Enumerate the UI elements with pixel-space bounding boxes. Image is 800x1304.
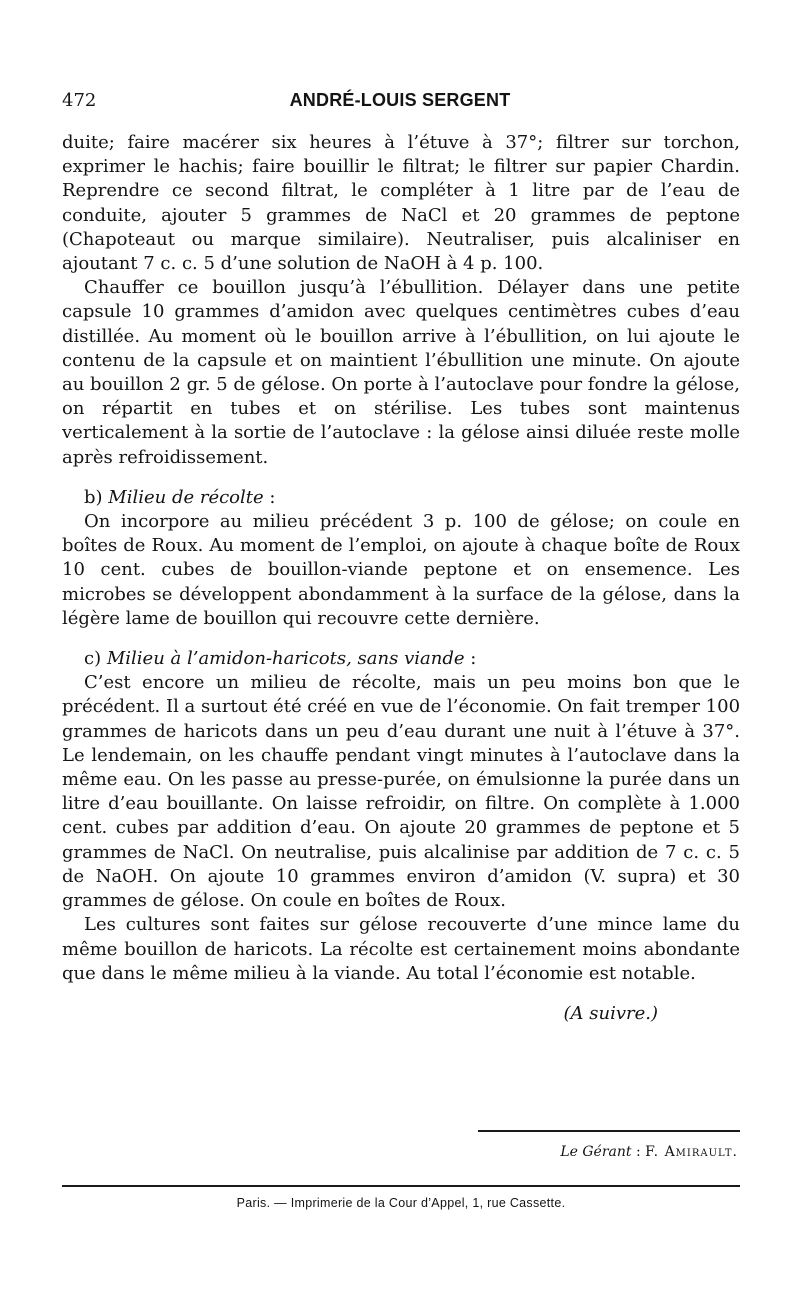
gerant-separator: : [631, 1144, 646, 1160]
paragraph-amidon-haricots: C’est encore un milieu de récolte, mais un peu moins bon que le précédent. Il a surtout été créé en vue de l’économie. On fait tremper 100 grammes de haricots dans un peu d’eau durant une nuit à l’étuve à 37°. Le lendemain, on les chauffe pendant vingt minutes à l’autoclave dans la même eau. On les passe au presse-purée, on émulsionne la purée dans un litre d’eau bouillante. On laisse refroidir, on filtre. On complète à 1.000 cent. cubes par addition d’eau. On ajoute 20 grammes de peptone et 5 grammes de NaCl. On neutralise, puis alcalinise par addition de 7 c. c. 5 de NaOH. On ajoute 10 grammes environ d’amidon (V. supra) et 30 grammes de gélose. On coule en boîtes de Roux. [62, 672, 741, 912]
section-title-b: Milieu de récolte [108, 486, 264, 508]
body-text [62, 131, 740, 1026]
footer-divider [62, 1185, 740, 1187]
page-number: 472 [62, 90, 97, 111]
section-title-c: Milieu à l’amidon-haricots, sans viande [106, 648, 465, 670]
section-heading-b [62, 486, 740, 510]
section-colon-b: : [263, 486, 276, 508]
a-suivre-note: (A suivre.) [563, 1002, 658, 1024]
paragraph-continuation: duite; faire macérer six heures à l’étuve à 37°; filtrer sur torchon, exprimer le hachis; faire bouillir le filtrat; le filtrer sur papier Chardin. Reprendre ce second filtrat, le compléter à 1 litre par de l’eau de conduite, ajouter 5 grammes de NaCl et 20 grammes de peptone (Chapoteaut ou marque similaire). Neutraliser, puis alcaliniser en ajoutant 7 c. c. 5 d’une solution de NaOH à 4 p. 100. [62, 132, 740, 275]
gerant-line [560, 1144, 738, 1160]
printer-imprint: Paris. — Imprimerie de la Cour d’Appel, 1, rue Cassette. [236, 1196, 566, 1210]
running-header [62, 90, 738, 116]
paragraph-bouillon: Chauffer ce bouillon jusqu’à l’ébullition. Délayer dans une petite capsule 10 grammes d’amidon avec quelques centimètres cubes d’eau distillée. Au moment où le bouillon arrive à l’ébullition, on lui ajoute le contenu de la capsule et on maintient l’ébullition une minute. On ajoute au bouillon 2 gr. 5 de gélose. On porte à l’autoclave pour fondre la gélose, on répartit en tubes et on stérilise. Les tubes sont maintenus verticalement à la sortie de l’autoclave : la gélose ainsi diluée reste molle après refroidissement. [62, 277, 740, 468]
section-letter-b: b) [84, 486, 103, 508]
running-title: ANDRÉ-LOUIS SERGENT [289, 90, 511, 110]
gerant-name: F. Amirault. [645, 1144, 738, 1160]
section-letter-c: c) [84, 648, 102, 670]
short-divider [478, 1130, 740, 1132]
section-colon-c: : [464, 648, 477, 670]
paragraph-cultures: Les cultures sont faites sur gélose recouverte d’une mince lame du même bouillon de haricots. La récolte est certainement moins abondante que dans le même milieu à la viande. Au total l’économie est notable. [62, 914, 740, 984]
section-heading-c [62, 647, 740, 671]
paragraph-milieu-recolte: On incorpore au milieu précédent 3 p. 100 de gélose; on coule en boîtes de Roux. Au moment de l’emploi, on ajoute à chaque boîte de Roux 10 cent. cubes de bouillon-viande peptone et on ensemence. Les microbes se développent abondamment à la surface de la gélose, dans la légère lame de bouillon qui recouvre cette dernière. [62, 511, 740, 629]
gerant-label: Le Gérant [560, 1144, 632, 1160]
